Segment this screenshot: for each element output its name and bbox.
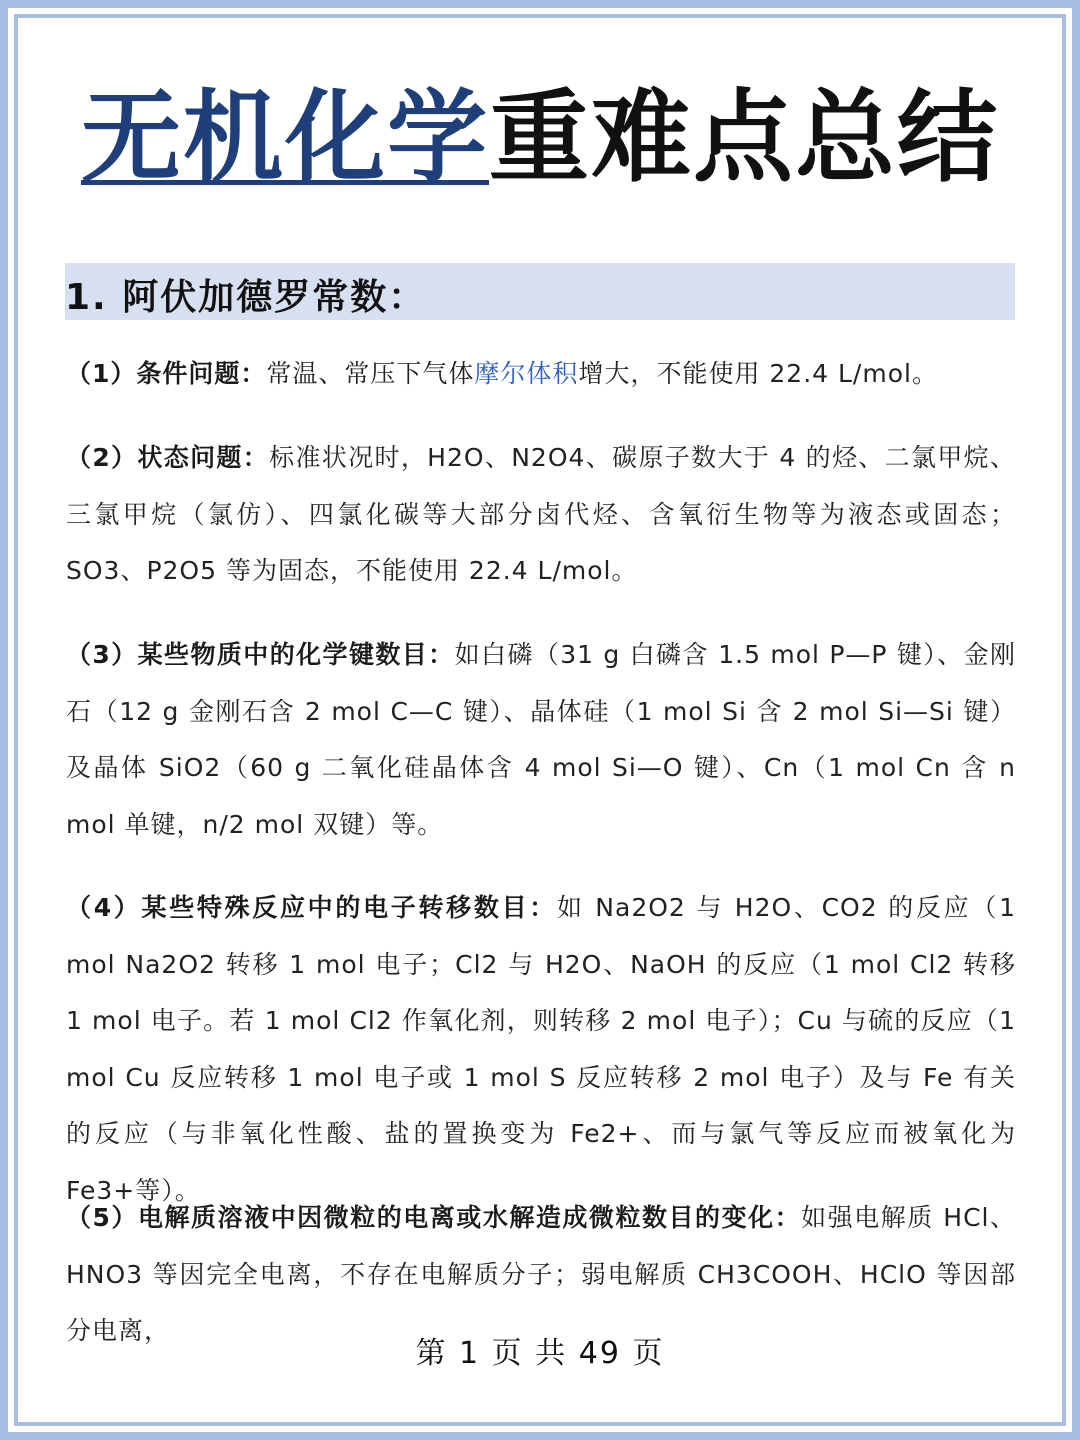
paragraph-4-lead: （4）某些特殊反应中的电子转移数目： <box>66 893 557 922</box>
paragraph-5-text: 如强电解质 HCl、HNO3 等因完全电离，不存在电解质分子；弱电解质 CH3COOH、HClO 等因部分电离， <box>66 1203 1016 1345</box>
paragraph-4 <box>66 880 1016 1219</box>
paragraph-3-text: 如白磷（31 g 白磷含 1.5 mol P—P 键）、金刚石（12 g 金刚石含 2 mol C—C 键）、晶体硅（1 mol Si 含 2 mol Si—Si 键）及晶体 SiO2（60 g 二氧化硅晶体含 4 mol Si—O 键）、Cn（1 mol Cn 含 n mol 单键，n/2 mol 双键）等。 <box>66 640 1016 839</box>
paragraph-1 <box>66 346 1016 403</box>
paragraph-1-text-after: 增大，不能使用 22.4 L/mol。 <box>578 359 938 388</box>
paragraph-1-highlight: 摩尔体积 <box>474 359 579 388</box>
section-heading: 1. 阿伏加德罗常数： <box>65 277 427 318</box>
paragraph-1-text-before: 常温、常压下气体 <box>266 359 475 388</box>
title-part-blue: 无机化学 <box>81 79 489 196</box>
page-number: 第 1 页 共 49 页 <box>415 1336 665 1371</box>
section-heading-bar <box>65 263 1015 320</box>
paragraph-2-lead: （2）状态问题： <box>66 443 270 472</box>
paragraph-3 <box>66 627 1016 853</box>
paragraph-5-lead: （5）电解质溶液中因微粒的电离或水解造成微粒数目的变化： <box>66 1203 802 1232</box>
title-part-black: 重难点总结 <box>489 79 999 196</box>
page-title <box>0 78 1080 198</box>
paragraph-1-lead: （1）条件问题： <box>66 359 267 388</box>
paragraph-3-lead: （3）某些物质中的化学键数目： <box>66 640 455 669</box>
paragraph-2 <box>66 430 1016 600</box>
paragraph-4-text: 如 Na2O2 与 H2O、CO2 的反应（1 mol Na2O2 转移 1 mol 电子；Cl2 与 H2O、NaOH 的反应（1 mol Cl2 转移 1 mol 电子。若 1 mol Cl2 作氧化剂，则转移 2 mol 电子）；Cu 与硫的反应（1 mol Cu 反应转移 1 mol 电子或 1 mol S 反应转移 2 mol 电子）及与 Fe 有关的反应（与非氧化性酸、盐的置换变为 Fe2+、而与氯气等反应而被氧化为 Fe3+等）。 <box>66 893 1016 1205</box>
paragraph-2-text: 标准状况时，H2O、N2O4、碳原子数大于 4 的烃、二氯甲烷、三氯甲烷（氯仿）、四氯化碳等大部分卤代烃、含氧衍生物等为液态或固态；SO3、P2O5 等为固态，不能使用 22.4 L/mol。 <box>66 443 1016 585</box>
